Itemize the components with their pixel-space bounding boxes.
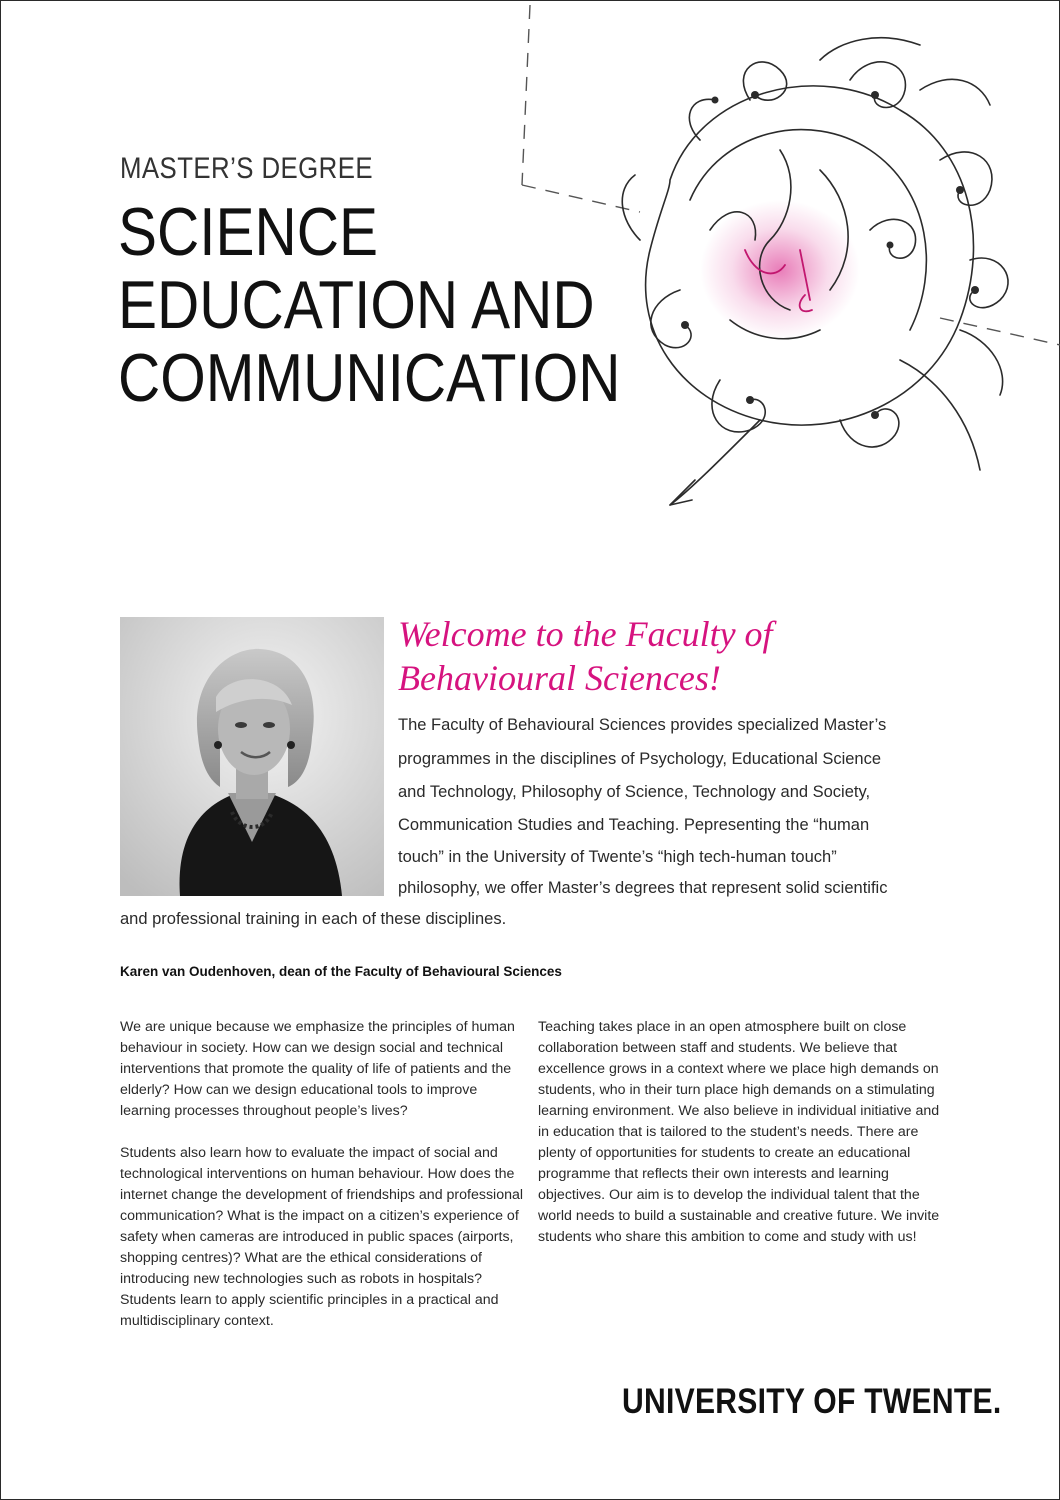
- body-paragraph: We are unique because we emphasize the principles of human behaviour in society. How can we design social and technical interventions that promote the quality of life of patients and the elderly? How can we design educational tools to improve learning processes throughout people’s lives?: [120, 1019, 515, 1119]
- body-paragraph: Students also learn how to evaluate the impact of social and technological interventions on human behaviour. How does the internet change the development of friendships and professional communication? What is the impact on a citizen’s experience of safety when cameras are introduced in public spaces (airports, shopping centres)? What are the ethical considerations of introducing new technologies such as robots in hospitals? Students learn to apply scientific principles in a practical and multidisciplinary context.: [120, 1145, 524, 1329]
- intro-line: philosophy, we offer Master’s degrees that represent solid scientific: [398, 879, 888, 897]
- intro-line: programmes in the disciplines of Psychology, Educational Science: [398, 750, 882, 768]
- title-line: SCIENCE: [118, 194, 378, 270]
- dean-caption: Karen van Oudenhoven, dean of the Faculty of Behavioural Sciences: [120, 964, 562, 979]
- title-line: COMMUNICATION: [118, 340, 621, 416]
- body-column-right: [538, 1017, 948, 1269]
- intro-line: The Faculty of Behavioural Sciences provides specialized Master’s: [398, 716, 887, 734]
- intro-line: and professional training in each of these disciplines.: [120, 910, 507, 928]
- intro-line: touch” in the University of Twente’s “high tech-human touch”: [398, 848, 837, 866]
- body-paragraph: Teaching takes place in an open atmosphere built on close collaboration between staff and students. We believe that excellence grows in a context where we place high demands on students, who in their turn place high demands on a stimulating learning environment. We also believe in individual initiative and in education that is tailored to the student’s needs. There are plenty of opportunities for students to create an educational programme that reflects their own interests and learning objectives. Our aim is to develop the individual talent that the world needs to build a sustainable and creative future. We invite students who share this ambition to come and study with us!: [538, 1019, 940, 1245]
- degree-kicker: MASTER’S DEGREE: [120, 152, 374, 185]
- floral-swirl-ornament-icon: [520, 0, 1060, 520]
- intro-line: Communication Studies and Teaching. Pepresenting the “human: [398, 816, 870, 834]
- dean-portrait-photo: [120, 617, 384, 896]
- body-column-left: [120, 1017, 530, 1353]
- intro-line: and Technology, Philosophy of Science, Technology and Society,: [398, 783, 871, 801]
- title-line: EDUCATION AND: [118, 267, 595, 343]
- university-logo: UNIVERSITY OF TWENTE.: [622, 1382, 1002, 1421]
- welcome-heading: [398, 612, 773, 700]
- welcome-heading-line: Welcome to the Faculty of: [398, 614, 773, 654]
- welcome-heading-line: Behavioural Sciences!: [398, 658, 721, 698]
